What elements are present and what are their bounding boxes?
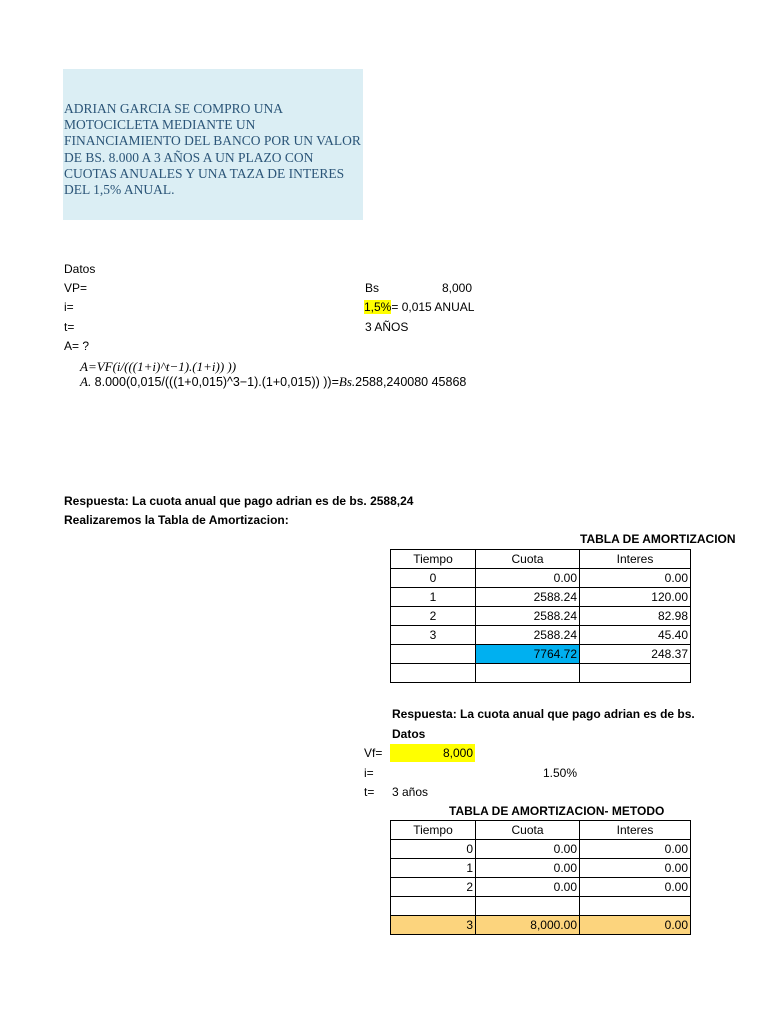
t2-value: 3 años (392, 785, 429, 799)
final-interes: 0.00 (580, 916, 691, 935)
formula-a: A. (80, 374, 92, 389)
final-cuota: 8,000.00 (476, 916, 580, 935)
formula-substituted (80, 374, 466, 390)
table-row (391, 626, 691, 645)
cell-tiempo: 3 (391, 626, 476, 645)
table-total-row (391, 645, 691, 664)
cell-empty (476, 664, 580, 683)
table-row (391, 897, 691, 916)
i-rest: = 0,015 ANUAL (391, 300, 475, 314)
cell-interes: 0.00 (580, 569, 691, 588)
header-cuota: Cuota (476, 821, 580, 840)
cell-cuota: 0.00 (476, 878, 580, 897)
cell-tiempo: 1 (391, 588, 476, 607)
cell-empty (391, 645, 476, 664)
cell-interes (580, 897, 691, 916)
table-row (391, 569, 691, 588)
table-final-row (391, 916, 691, 935)
table-row (391, 664, 691, 683)
table-row (391, 840, 691, 859)
cell-tiempo: 0 (391, 569, 476, 588)
final-tiempo: 3 (391, 916, 476, 935)
formula-bs: Bs. (338, 374, 356, 389)
datos2-title: Datos (392, 727, 426, 741)
cell-tiempo: 0 (391, 840, 476, 859)
table-row (391, 859, 691, 878)
i2-value: 1.50% (543, 766, 578, 780)
i-value: 1,5% (364, 300, 392, 314)
header-cuota: Cuota (476, 550, 580, 569)
cell-cuota: 0.00 (476, 840, 580, 859)
cell-interes: 0.00 (580, 840, 691, 859)
cell-interes: 0.00 (580, 859, 691, 878)
table-header-row (391, 821, 691, 840)
cell-cuota: 2588.24 (476, 607, 580, 626)
cell-empty (580, 664, 691, 683)
header-tiempo: Tiempo (391, 821, 476, 840)
vp-value: 8,000 (442, 281, 473, 295)
t2-label: t= (364, 785, 375, 799)
t-value: 3 AÑOS (365, 320, 409, 334)
problem-statement: ADRIAN GARCIA SE COMPRO UNA MOTOCICLETA MEDIANTE UN FINANCIAMIENTO DEL BANCO POR UN VALOR DE BS. 8.000 A 3 AÑOS A UN PLAZO CON CUOTAS ANUALES Y UNA TAZA DE INTERES DEL 1,5% ANUAL. (64, 101, 361, 198)
datos-title: Datos (64, 262, 96, 276)
cell-cuota: 2588.24 (476, 626, 580, 645)
cell-cuota: 2588.24 (476, 588, 580, 607)
cell-interes: 45.40 (580, 626, 691, 645)
header-interes: Interes (580, 821, 691, 840)
vp-unit: Bs (365, 281, 380, 295)
table-row (391, 607, 691, 626)
answer-1: Respuesta: La cuota anual que pago adrian es de bs. 2588,24 (64, 494, 414, 508)
i2-label: i= (364, 766, 374, 780)
a-label: A= ? (64, 339, 90, 353)
vp-label: VP= (64, 281, 88, 295)
cell-tiempo: 2 (391, 878, 476, 897)
i-expression (364, 300, 474, 314)
table1-title: TABLA DE AMORTIZACION (580, 532, 736, 546)
amortization-table-2 (390, 820, 691, 935)
table2-title: TABLA DE AMORTIZACION- METODO (449, 804, 665, 818)
cell-interes: 0.00 (580, 878, 691, 897)
table-header-row (391, 550, 691, 569)
vf-value: 8,000 (390, 744, 475, 762)
answer-2: Respuesta: La cuota anual que pago adrian es de bs. (392, 707, 695, 721)
formula-result: 2588,240080 45868 (355, 375, 467, 389)
vf-label: Vf= (364, 746, 383, 760)
formula-body: 8.000(0,015/(((1+0,015)^3−1).(1+0,015)) ))= (91, 375, 339, 389)
amortization-table-1 (390, 549, 691, 683)
cell-cuota: 0.00 (476, 569, 580, 588)
cell-cuota: 0.00 (476, 859, 580, 878)
cell-tiempo (391, 897, 476, 916)
cell-interes: 120.00 (580, 588, 691, 607)
header-tiempo: Tiempo (391, 550, 476, 569)
cell-tiempo: 1 (391, 859, 476, 878)
i-label: i= (64, 300, 74, 314)
header-interes: Interes (580, 550, 691, 569)
table-row (391, 878, 691, 897)
table-row (391, 588, 691, 607)
cell-interes: 82.98 (580, 607, 691, 626)
cell-tiempo: 2 (391, 607, 476, 626)
total-interes: 248.37 (580, 645, 691, 664)
formula-general: A=VF(i/(((1+i)^t−1).(1+i)) )) (80, 359, 237, 374)
t-label: t= (64, 320, 75, 334)
cell-empty (391, 664, 476, 683)
cell-cuota (476, 897, 580, 916)
total-cuota: 7764.72 (476, 645, 580, 664)
intro-table: Realizaremos la Tabla de Amortizacion: (64, 513, 289, 527)
